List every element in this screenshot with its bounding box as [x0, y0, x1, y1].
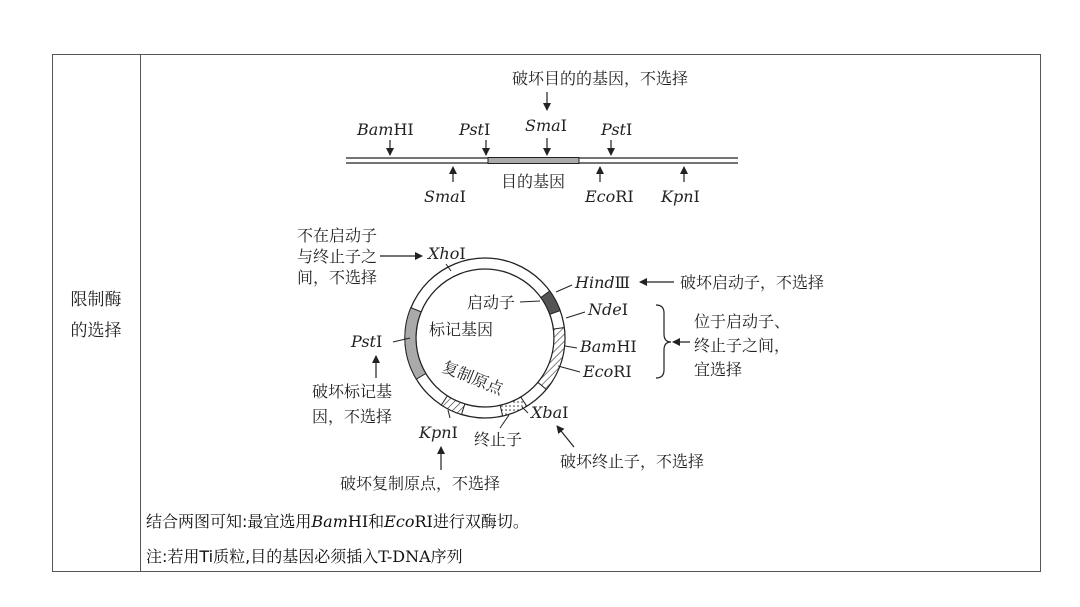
eco-site-tick [558, 366, 580, 372]
between-note-line1: 位于启动子、 [694, 312, 791, 331]
conclusion-line [146, 509, 529, 532]
hind-note: 破坏启动子，不选择 [680, 273, 825, 292]
site-hind3: HindⅢ [575, 273, 631, 292]
target-gene-segment [488, 158, 579, 164]
origin-label: 复制原点 [439, 357, 506, 399]
site-kpn1-plasmid: KpnⅠ [419, 423, 458, 442]
site-kpn1-below: KpnⅠ [661, 187, 700, 206]
note-tdna: T-DNA [378, 547, 431, 566]
xho-note-line1: 不在启动子 [297, 226, 378, 245]
promoter-leader [520, 301, 540, 302]
insertion-region-segment [538, 328, 565, 390]
xho-note-line2: 与终止子之 [297, 247, 378, 266]
conclusion-enzyme1-roman: HI [347, 512, 369, 531]
target-gene-label: 目的基因 [500, 172, 566, 191]
promoter-segment [541, 291, 560, 314]
between-note-line3: 宜选择 [694, 360, 743, 379]
bam-site-tick [565, 346, 577, 348]
origin-note: 破坏复制原点，不选择 [340, 474, 501, 493]
marker-gene-segment [405, 308, 426, 380]
marker-gene-label: 标记基因 [429, 320, 494, 339]
site-ecor1-below: EcoRⅠ [585, 187, 634, 206]
terminator-label: 终止子 [474, 430, 523, 449]
terminator-segment [500, 397, 527, 416]
site-bamh1-top: BamHⅠ [357, 120, 414, 139]
conclusion-prefix: 结合两图可知:最宜选用 [146, 512, 312, 531]
site-bamh1-plasmid: BamHⅠ [580, 337, 637, 356]
site-xho1: XhoⅠ [428, 244, 466, 263]
nde-site-tick [566, 312, 585, 318]
row-label-line2: 的选择 [70, 321, 122, 341]
terminator-note: 破坏终止子，不选择 [560, 452, 705, 471]
note-suffix: 序列 [430, 547, 463, 566]
between-note-line2: 终止子之间， [694, 336, 791, 355]
conclusion-suffix: 进行双酶切。 [432, 512, 529, 531]
conclusion-joiner: 和 [368, 512, 385, 531]
conclusion-enzyme2-italic: Eco [384, 512, 415, 531]
xba-note-arrow [557, 426, 574, 447]
conclusion-enzyme1-italic: Bam [311, 512, 348, 531]
xho-note-line3: 间，不选择 [297, 268, 378, 287]
site-xba1: XbaⅠ [531, 403, 569, 422]
site-sma1-below: SmaⅠ [424, 187, 466, 206]
origin-segment [441, 396, 465, 415]
marker-note-line1: 破坏标记基 [312, 382, 393, 401]
kpn-site-tick [448, 410, 450, 418]
ti-plasmid-note [146, 544, 463, 567]
promoter-label: 启动子 [467, 293, 516, 312]
selection-brace [656, 305, 671, 378]
site-ecor1-plasmid: EcoRⅠ [583, 362, 632, 381]
marker-note-line2: 因，不选择 [312, 407, 393, 426]
site-nde1: NdeⅠ [588, 300, 629, 319]
hind-site-tick [556, 285, 572, 292]
conclusion-enzyme2-roman: RI [414, 512, 433, 531]
site-pst1-top-left: PstⅠ [459, 120, 491, 139]
note-prefix: 注:若用Ti质粒,目的基因必须插入 [146, 547, 379, 566]
site-pst1-plasmid: PstⅠ [351, 332, 383, 351]
gene-destroy-caption: 破坏目的的基因，不选择 [511, 69, 689, 88]
site-sma1-top: SmaⅠ [525, 116, 567, 135]
site-pst1-top-right: PstⅠ [601, 120, 633, 139]
row-label-line1: 限制酶 [70, 290, 122, 310]
